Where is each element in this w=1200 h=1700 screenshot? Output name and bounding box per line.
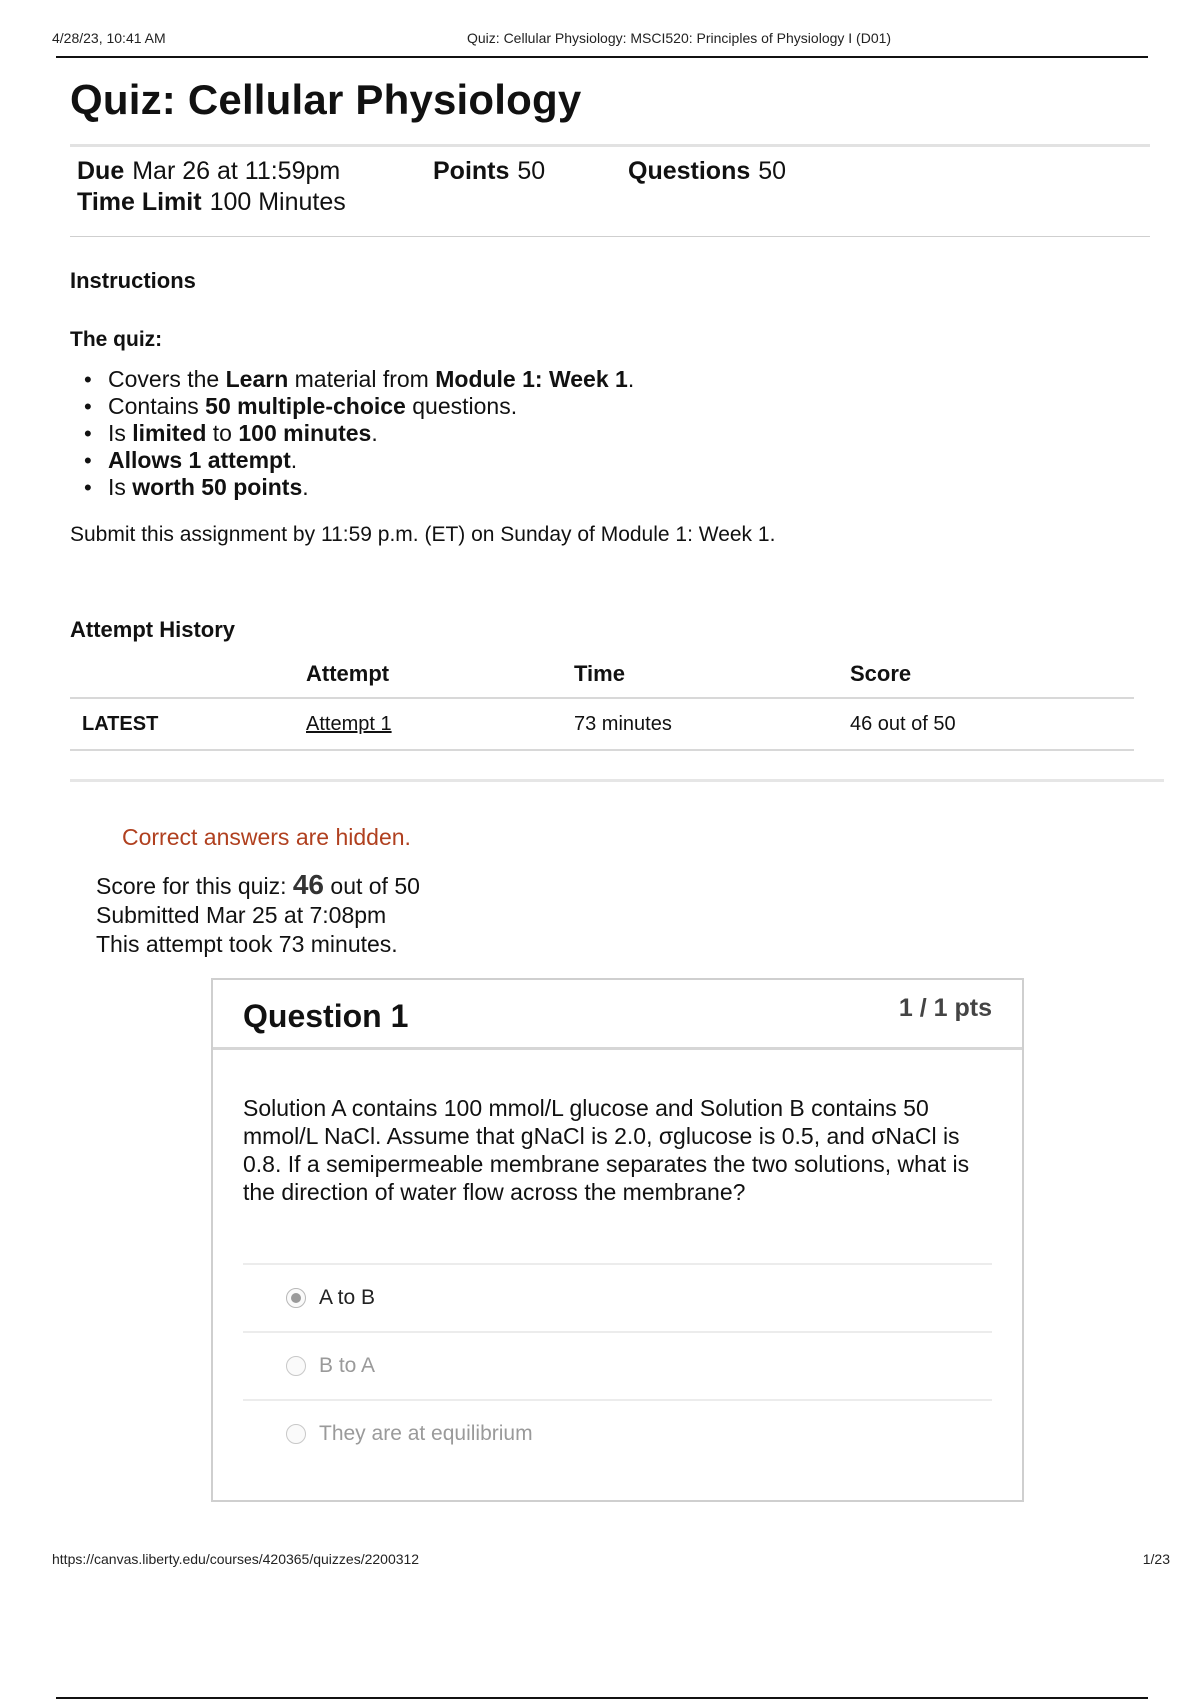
instructions-list <box>82 366 634 501</box>
answer-option <box>243 1399 992 1467</box>
page-number: 1/23 <box>1142 1551 1170 1567</box>
list-item: • Contains 50 multiple-choice questions. <box>82 393 634 420</box>
question-header <box>213 980 1022 1050</box>
column-header-score: Score <box>850 650 1134 698</box>
attempt-link[interactable]: Attempt 1 <box>306 712 392 735</box>
questions-label: Questions <box>628 157 751 185</box>
list-item: • Allows 1 attempt. <box>82 447 634 474</box>
answer-option <box>243 1263 992 1331</box>
question-points: 1 / 1 pts <box>898 994 992 1022</box>
time-limit-label: Time Limit <box>77 188 202 216</box>
instructions-subheading: The quiz: <box>70 328 163 351</box>
column-header <box>70 650 306 698</box>
table-row <box>70 698 1134 750</box>
print-datetime: 4/28/23, 10:41 AM <box>52 30 166 46</box>
question-count <box>628 157 786 186</box>
print-page-title: Quiz: Cellular Physiology: MSCI520: Principles of Physiology I (D01) <box>467 30 892 46</box>
attempt-duration: This attempt took 73 minutes. <box>96 931 398 957</box>
header-divider <box>56 56 1148 58</box>
column-header-attempt: Attempt <box>306 650 574 698</box>
section-divider <box>70 779 1164 782</box>
answer-option <box>243 1331 992 1399</box>
radio-empty-icon <box>286 1424 306 1444</box>
question-text: Solution A contains 100 mmol/L glucose and Solution B contains 50 mmol/L NaCl. Assume that gNaCl is 2.0, σglucose is 0.5, and σNaCl is 0.8. If a semipermeable membrane separates the two solutions, what is the direction of water flow across the membrane? <box>243 1095 970 1205</box>
quiz-score-value: 46 <box>292 869 325 900</box>
table-header-row <box>70 650 1134 698</box>
attempt-history-heading: Attempt History <box>70 617 236 642</box>
answer-label: A to B <box>319 1286 376 1309</box>
answer-label: B to A <box>319 1354 376 1377</box>
page-title: Quiz: Cellular Physiology <box>70 76 582 123</box>
due-date <box>77 157 340 186</box>
time-limit <box>77 188 346 217</box>
due-value: Mar 26 at 11:59pm <box>132 157 341 185</box>
time-cell: 73 minutes <box>574 698 850 750</box>
questions-value: 50 <box>758 157 787 185</box>
column-header-time: Time <box>574 650 850 698</box>
question-title: Question 1 <box>243 998 409 1034</box>
answer-label: They are at equilibrium <box>319 1422 533 1445</box>
radio-empty-icon <box>286 1356 306 1376</box>
instructions-heading: Instructions <box>70 268 196 293</box>
meta-divider <box>70 236 1150 237</box>
page-url: https://canvas.liberty.edu/courses/420365/quizzes/2200312 <box>52 1551 420 1567</box>
answer-list <box>243 1263 992 1467</box>
list-item: • Is worth 50 points. <box>82 474 634 501</box>
answers-hidden-notice: Correct answers are hidden. <box>122 824 411 850</box>
submitted-time: Submitted Mar 25 at 7:08pm <box>96 902 387 928</box>
latest-tag: LATEST <box>70 698 306 750</box>
list-item: • Is limited to 100 minutes. <box>82 420 634 447</box>
due-label: Due <box>77 157 125 185</box>
quiz-score: Score for this quiz: 46 out of 50 <box>96 869 420 900</box>
points-value: 50 <box>517 157 546 185</box>
list-item: • Covers the Learn material from Module 1: Week 1. <box>82 366 634 393</box>
next-page-divider <box>56 1697 1148 1699</box>
time-limit-value: 100 Minutes <box>209 188 346 216</box>
score-summary <box>96 870 420 959</box>
attempt-cell <box>306 698 574 750</box>
score-cell: 46 out of 50 <box>850 698 1134 750</box>
question-card <box>211 978 1024 1502</box>
submit-note: Submit this assignment by 11:59 p.m. (ET) on Sunday of Module 1: Week 1. <box>70 523 776 546</box>
points <box>433 157 545 186</box>
attempt-history-table <box>70 650 1134 751</box>
title-divider <box>70 144 1150 147</box>
points-label: Points <box>433 157 510 185</box>
radio-selected-icon <box>286 1288 306 1308</box>
